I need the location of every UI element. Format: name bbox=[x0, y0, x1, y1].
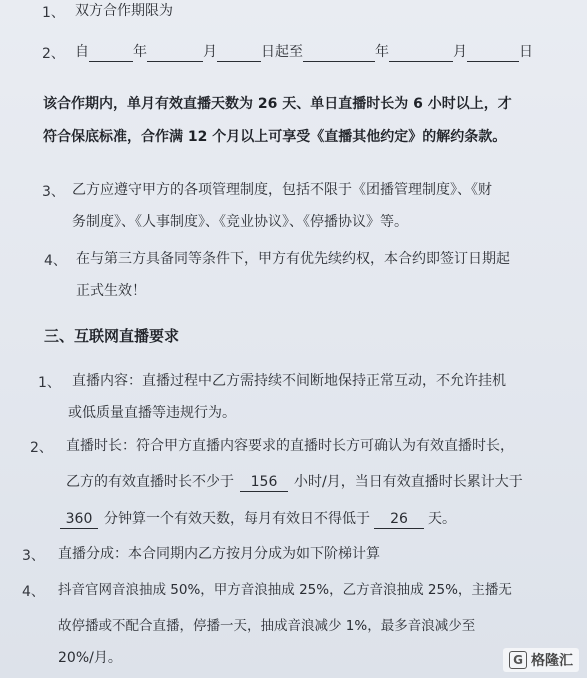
text-segment: 小时/月，当日有效直播时长累计大于 bbox=[294, 474, 523, 490]
item-number: 1、 bbox=[42, 5, 65, 21]
section-heading: 三、互联网直播要求 bbox=[44, 327, 180, 345]
item-number: 2、 bbox=[30, 440, 53, 456]
year-label: 年 bbox=[375, 44, 389, 60]
clause-line: 20%/月。 bbox=[58, 650, 122, 666]
month-label: 月 bbox=[453, 44, 467, 60]
clause-line: 直播时长：符合甲方直播内容要求的直播时长方可确认为有效直播时长， bbox=[66, 438, 514, 454]
bold-clause-line: 该合作期内，单月有效直播天数为 26 天、单日直播时长为 6 小时以上，才 bbox=[43, 96, 512, 112]
clause-line: 乙方应遵守甲方的各项管理制度，包括不限于《团播管理制度》、《财 bbox=[72, 182, 492, 198]
clause-line: 抖音官网音浪抽成 50%，甲方音浪抽成 25%，乙方音浪抽成 25%，主播无 bbox=[58, 582, 512, 598]
watermark bbox=[503, 648, 579, 672]
item-number: 3、 bbox=[22, 548, 45, 564]
clause-line bbox=[60, 510, 456, 529]
text-segment: 天。 bbox=[428, 511, 456, 527]
day-to-label: 日起至 bbox=[261, 44, 303, 60]
clause-line: 正式生效！ bbox=[76, 283, 146, 299]
clause-line: 直播内容：直播过程中乙方需持续不间断地保持正常互动，不允许挂机 bbox=[72, 373, 506, 389]
item-number: 1、 bbox=[38, 375, 61, 391]
year-label: 年 bbox=[133, 44, 147, 60]
watermark-text: 格隆汇 bbox=[531, 653, 573, 669]
hours-value: 156 bbox=[240, 473, 288, 492]
item-number: 2、 bbox=[42, 46, 65, 62]
clause-line bbox=[66, 473, 523, 492]
text-segment: 乙方的有效直播时长不少于 bbox=[66, 474, 234, 490]
clause-line: 在与第三方具备同等条件下，甲方有优先续约权，本合约即签订日期起 bbox=[76, 251, 510, 267]
from-label: 自 bbox=[75, 44, 89, 60]
minutes-value: 360 bbox=[60, 510, 98, 529]
clause-line: 务制度》、《人事制度》、《竞业协议》、《停播协议》等。 bbox=[72, 214, 408, 230]
item-number: 3、 bbox=[42, 184, 65, 200]
month-label: 月 bbox=[203, 44, 217, 60]
term-label: 双方合作期限为 bbox=[75, 3, 173, 19]
day-label: 日 bbox=[519, 44, 533, 60]
item-number: 4、 bbox=[44, 253, 67, 269]
blank-field bbox=[467, 43, 519, 62]
text-segment: 分钟算一个有效天数，每月有效日不得低于 bbox=[104, 511, 370, 527]
blank-field bbox=[89, 43, 133, 62]
item-number: 4、 bbox=[22, 584, 45, 600]
watermark-logo-icon: G bbox=[509, 651, 527, 669]
clause-line: 直播分成：本合同期内乙方按月分成为如下阶梯计算 bbox=[58, 546, 380, 562]
clause-line: 或低质量直播等违规行为。 bbox=[68, 405, 236, 421]
blank-field bbox=[217, 43, 261, 62]
clause-line: 故停播或不配合直播，停播一天，抽成音浪减少 1%，最多音浪减少至 bbox=[58, 618, 476, 634]
term-date-range bbox=[75, 43, 533, 62]
bold-clause-line: 符合保底标准，合作满 12 个月以上可享受《直播其他约定》的解约条款。 bbox=[43, 129, 507, 145]
blank-field bbox=[303, 43, 375, 62]
days-value: 26 bbox=[374, 510, 424, 529]
blank-field bbox=[389, 43, 453, 62]
blank-field bbox=[147, 43, 203, 62]
